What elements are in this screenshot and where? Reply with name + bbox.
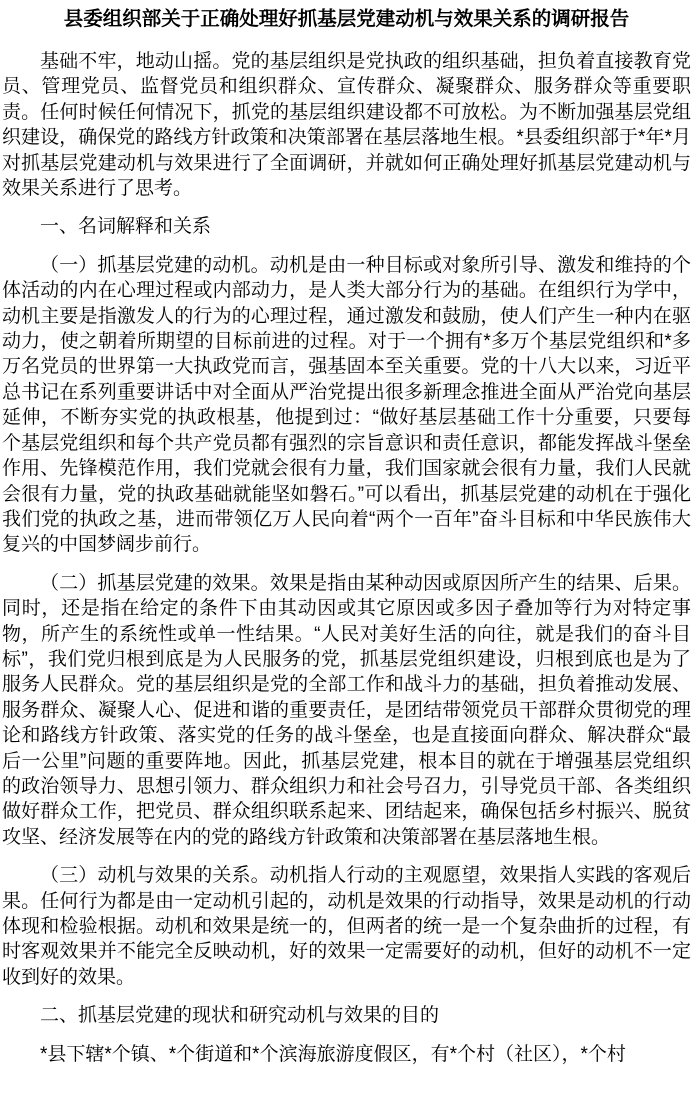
- paragraph-effect-definition: （二）抓基层党建的效果。效果是指由某种动因或原因所产生的结果、后果。同时，还是指在给定的条件下由其动因或其它原因或多因子叠加等行为对特定事物，所产生的系统性或单一性结果。“人民对美好生活的向往，就是我们的奋斗目标”，我们党归根到底是为人民服务的党，抓基层党组织建设，归根到底也是为了服务人民群众。党的基层组织是党的全部工作和战斗力的基础，担负着推动发展、服务群众、凝聚人心、促进和谐的重要责任，是团结带领党员干部群众贯彻党的理论和路线方针政策、落实党的任务的战斗堡垒，也是直接面向群众、解决群众“最后一公里”问题的重要阵地。因此，抓基层党建，根本目的就在于增强基层党组织的政治领导力、思想引领力、群众组织力和社会号召力，引导党员干部、各类组织做好群众工作，把党员、群众组织联系起来、团结起来，确保包括乡村振兴、脱贫攻坚、经济发展等在内的党的路线方针政策和决策部署在基层落地生根。: [2, 572, 691, 848]
- document-title: 县委组织部关于正确处理好抓基层党建动机与效果关系的调研报告: [63, 8, 630, 30]
- paragraph-county-overview: *县下辖*个镇、*个街道和*个滨海旅游度假区，有*个村（社区），*个村: [40, 1043, 626, 1065]
- paragraph-intro: 基础不牢，地动山摇。党的基层组织是党执政的组织基础，担负着直接教育党员、管理党员、监督党员和组织群众、宣传群众、凝聚群众、服务群众等重要职责。任何时候任何情况下，抓党的基层组织建设都不可放松。为不断加强基层党组织建设，确保党的路线方针政策和决策部署在基层落地生根。*县委组织部于*年*月对抓基层党建动机与效果进行了全面调研，并就如何正确处理好抓基层党建动机与效果关系进行了思考。: [2, 51, 691, 200]
- paragraph-motive-definition: （一）抓基层党建的动机。动机是由一种目标或对象所引导、激发和维持的个体活动的内在心理过程或内部动力，是人类大部分行为的基础。在组织行为学中，动机主要是指激发人的行为的心理过程，通过激发和鼓励，使人们产生一种内在驱动力，使之朝着所期望的目标前进的过程。对于一个拥有*多万个基层党组织和*多万名党员的世界第一大执政党而言，强基固本至关重要。党的十八大以来，习近平总书记在系列重要讲话中对全面从严治党提出很多新理念推进全面从严治党向基层延伸，不断夯实党的执政根基，他提到过：“做好基层基础工作十分重要，只要每个基层党组织和每个共产党员都有强烈的宗旨意识和责任意识，都能发挥战斗堡垒作用、先锋模范作用，我们党就会很有力量，我们国家就会很有力量，我们人民就会很有力量，党的执政基础就能坚如磐石。”可以看出，抓基层党建的动机在于强化我们党的执政之基，进而带领亿万人民向着“两个一百年”奋斗目标和中华民族伟大复兴的中国梦阔步前行。: [2, 254, 691, 556]
- section-heading-2: 二、抓基层党建的现状和研究动机与效果的目的: [40, 1005, 440, 1027]
- paragraph-motive-effect-relation: （三）动机与效果的关系。动机指人行动的主观愿望，效果指人实践的客观后果。任何行为都是由一定动机引起的，动机是效果的行动指导，效果是动机的行动体现和检验根据。动机和效果是统一的，但两者的统一是一个复杂曲折的过程，有时客观效果并不能完全反映动机，好的效果一定需要好的动机，但好的动机不一定收到好的效果。: [2, 865, 691, 988]
- section-heading-1: 一、名词解释和关系: [40, 216, 212, 238]
